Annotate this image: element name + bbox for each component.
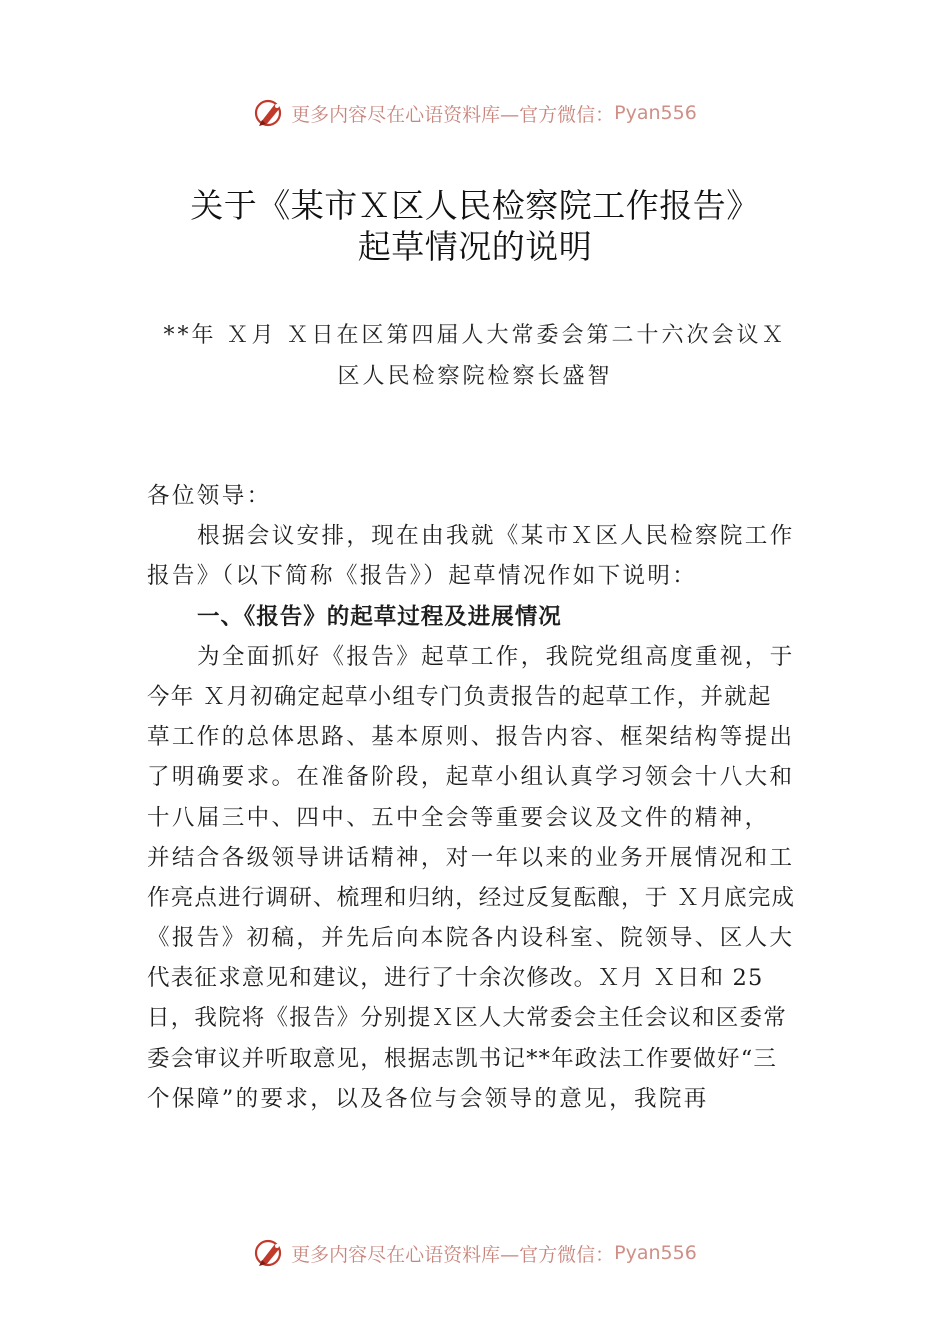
body-line: 委会审议并听取意见，根据志凯书记**年政法工作要做好“三 [147,1045,778,1072]
body-line: 了明确要求。在准备阶段，起草小组认真学习领会十八大和 [147,764,795,791]
watermark-text: 更多内容尽在心语资料库—官方微信： [291,1243,615,1266]
body-line: 十八届三中、四中、五中全会等重要会议及文件的精神， [147,804,770,831]
document-title-line-1: 关于《某市Ｘ区人民检察院工作报告》 [190,186,760,225]
document-body [147,476,827,1119]
body-line: 今年 Ｘ月初确定起草小组专门负责报告的起草工作，并就起 [147,683,772,710]
body-line: 草工作的总体思路、基本原则、报告内容、框架结构等提出 [147,724,795,751]
watermark-wechat-id: Pyan556 [614,1242,697,1264]
watermark-text: 更多内容尽在心语资料库—官方微信： [291,103,615,126]
body-line: 为全面抓好《报告》起草工作，我院党组高度重视，于 [197,643,795,670]
body-line: 作亮点进行调研、梳理和归纳，经过反复酝酿，于 Ｘ月底完成 [147,884,796,911]
pen-nib-logo-icon [253,1236,287,1270]
document-subtitle-line-1: **年 Ｘ月 Ｘ日在区第四届人大常委会第二十六次会议Ｘ [163,323,787,348]
body-line: 《报告》初稿，并先后向本院各内设科室、院领导、区人大 [147,925,795,952]
body-line: 代表征求意见和建议，进行了十余次修改。Ｘ月 Ｘ日和 25 [147,965,764,992]
body-line: 个保障”的要求，以及各位与会领导的意见，我院再 [147,1085,709,1112]
document-subtitle-line-2: 区人民检察院检察长盛智 [337,364,613,389]
watermark-header [0,96,950,130]
watermark-wechat-id: Pyan556 [614,102,697,124]
section-heading: 一、《报告》的起草过程及进展情况 [197,603,562,630]
pen-nib-logo-icon [253,96,287,130]
body-line: 并结合各级领导讲话精神，对一年以来的业务开展情况和工 [147,844,795,871]
body-line: 报告》（以下简称《报告》）起草情况作如下说明： [147,563,698,590]
body-line: 日，我院将《报告》分别提Ｘ区人大常委会主任会议和区委常 [147,1005,787,1032]
document-title-line-2: 起草情况的说明 [357,227,593,266]
watermark-footer [0,1236,950,1270]
body-line: 根据会议安排，现在由我就《某市Ｘ区人民检察院工作 [197,523,795,550]
salutation: 各位领导： [147,483,272,509]
